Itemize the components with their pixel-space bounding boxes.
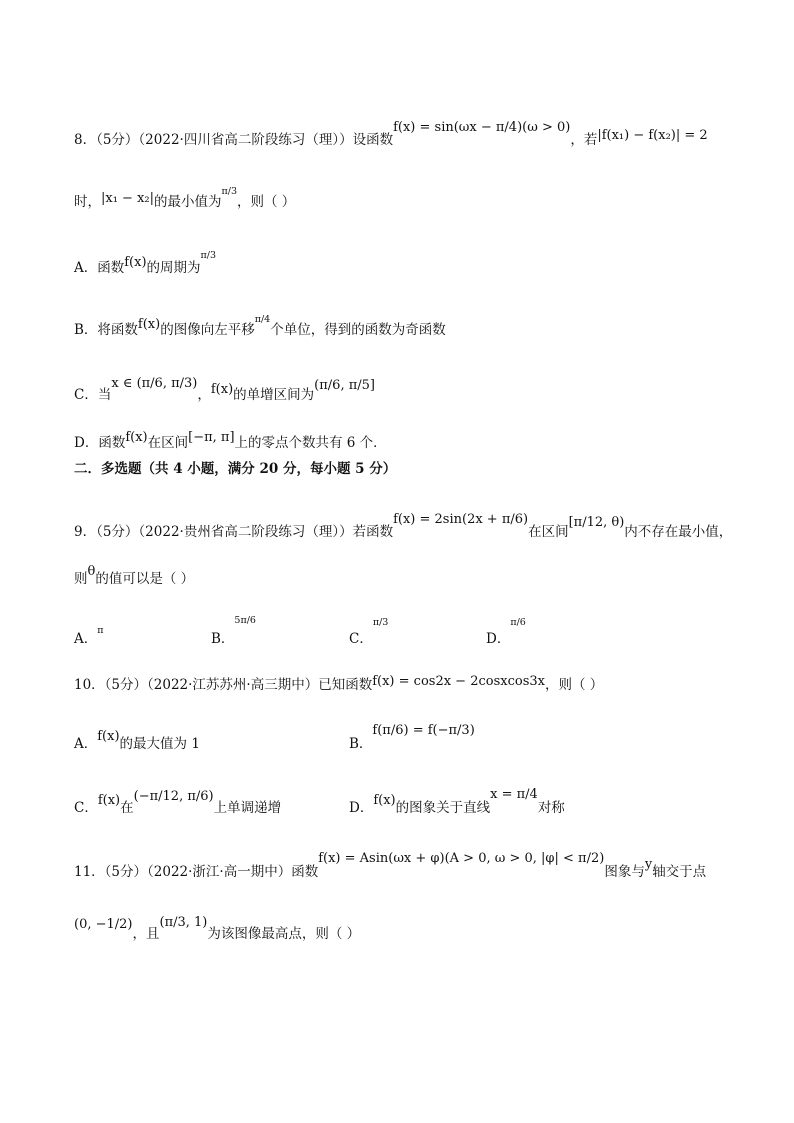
q10-c-text2: 上单调递增 [213,800,282,816]
section-heading: 二．多选题（共 4 小题，满分 20 分，每小题 5 分） [74,461,397,477]
q10-d-text1: 的图象关于直线 [395,800,491,816]
q9-end: 内不存在最小值， [624,524,733,540]
q8-line2-mid: 的最小值为 [154,194,222,210]
q10-function: f(x) = cos2x − 2cosxcos3x [372,674,545,689]
q8-b-text2: 个单位，得到的函数为奇函数 [270,322,446,338]
q9-line2-end: 的值可以是（ ） [95,571,195,587]
q8-condition: |f(x₁) − f(x₂)| = 2 [597,128,708,143]
q8-b-fx: f(x) [137,317,161,332]
q10-d-text2: 对称 [537,800,565,816]
q8-c-text: 的单增区间为 [233,387,315,403]
q8-d-text1: 在区间 [147,435,189,451]
q8-c-condition: x ∈ (π/6, π/3) [111,376,198,391]
q8-a-fx: f(x) [124,255,147,270]
q8-d-interval: [−π, π] [188,430,235,445]
q9-d-label: D． [486,631,511,647]
q9-c-label: C． [349,631,373,647]
q9-line1 [74,512,733,540]
q11-text3: ，且 [132,926,160,942]
q8-line1 [74,120,708,148]
q9-a-value: π [97,625,104,636]
q10-option-a [74,729,200,752]
q9-a-label: A． [74,631,98,647]
q8-c-fx: f(x) [210,382,234,397]
q9-line2 [74,564,195,587]
q8-mid: ，若 [570,132,598,148]
q8-prefix: 8．（5分）（2022·四川省高二阶段练习（理））设函数 [74,132,394,148]
q10-line1 [74,674,604,693]
q10-d-label: D． [349,800,374,816]
q8-line2-start: 时， [74,194,101,210]
q9-function: f(x) = 2sin(2x + π/6) [393,512,529,527]
q10-a-fx: f(x) [97,729,120,744]
q8-b-label: B．将函数 [74,322,138,338]
q10-b-expr: f(π/6) = f(−π/3) [372,723,475,738]
q11-line2 [74,915,361,942]
q11-point1: (0, −1/2) [74,917,133,932]
q8-d-fx: f(x) [125,430,148,445]
q9-theta: θ [87,564,96,579]
q9-prefix: 9．（5分）（2022·贵州省高二阶段练习（理））若函数 [74,524,394,540]
q11-point2: (π/3, 1) [159,915,208,930]
q10-c-interval: (−π/12, π/6) [133,789,214,804]
q11-function: f(x) = Asin(ωx + φ)(A > 0, ω > 0, |φ| < π/2) [318,851,605,866]
q9-line2-start: 则 [74,571,88,587]
q10-end: ，则（ ） [544,677,604,693]
q9-d-value: π/6 [510,617,526,628]
q8-option-d [74,430,387,451]
q8-min-value: π/3 [221,186,238,197]
q10-option-c [74,789,282,816]
q11-line1 [74,851,707,880]
q10-d-line: x = π/4 [490,787,538,802]
q9-mid: 在区间 [528,524,569,540]
q9-c-value: π/3 [372,617,389,628]
q8-function: f(x) = sin(ωx − π/4)(ω > 0) [393,120,571,135]
q9-option-a [74,625,104,647]
q10-option-b [349,723,475,752]
q8-a-value: π/3 [200,250,217,261]
q8-a-text: 的周期为 [146,260,201,276]
q8-b-value: π/4 [254,314,271,325]
q9-b-label: B． [211,631,235,647]
q8-option-c [74,376,375,403]
q8-c-label: C．当 [74,387,112,403]
q8-line2-end: ，则（ ） [237,194,296,210]
q8-c-comma: ， [197,387,211,403]
q10-c-fx: f(x) [97,793,121,808]
q10-b-label: B． [349,736,373,752]
q11-text2: 轴交于点 [652,864,707,880]
q11-y: y [644,857,653,872]
q11-prefix: 11．（5分）（2022·浙江·高一期中）函数 [74,864,319,880]
q8-d-label: D．函数 [74,435,126,451]
q9-interval: [π/12, θ) [568,515,625,530]
q11-text1: 图象与 [604,864,645,880]
q8-a-label: A．函数 [74,260,125,276]
q10-c-text1: 在 [120,800,134,816]
q10-c-label: C． [74,800,98,816]
q8-d-text2: 上的零点个数共有 6 个． [234,435,387,451]
q8-b-text1: 的图像向左平移 [160,322,255,338]
q10-option-d [349,787,565,816]
q10-a-label: A． [74,736,98,752]
q8-c-interval: (π/6, π/5] [314,378,375,393]
q10-a-text: 的最大值为 1 [119,736,200,752]
q10-prefix: 10．（5分）（2022·江苏苏州·高三期中）已知函数 [74,677,373,693]
q9-b-value: 5π/6 [234,615,256,626]
q11-text4: 为该图像最高点，则（ ） [207,926,361,942]
q10-d-fx: f(x) [373,793,396,808]
q8-abs-diff: |x₁ − x₂| [101,191,155,206]
